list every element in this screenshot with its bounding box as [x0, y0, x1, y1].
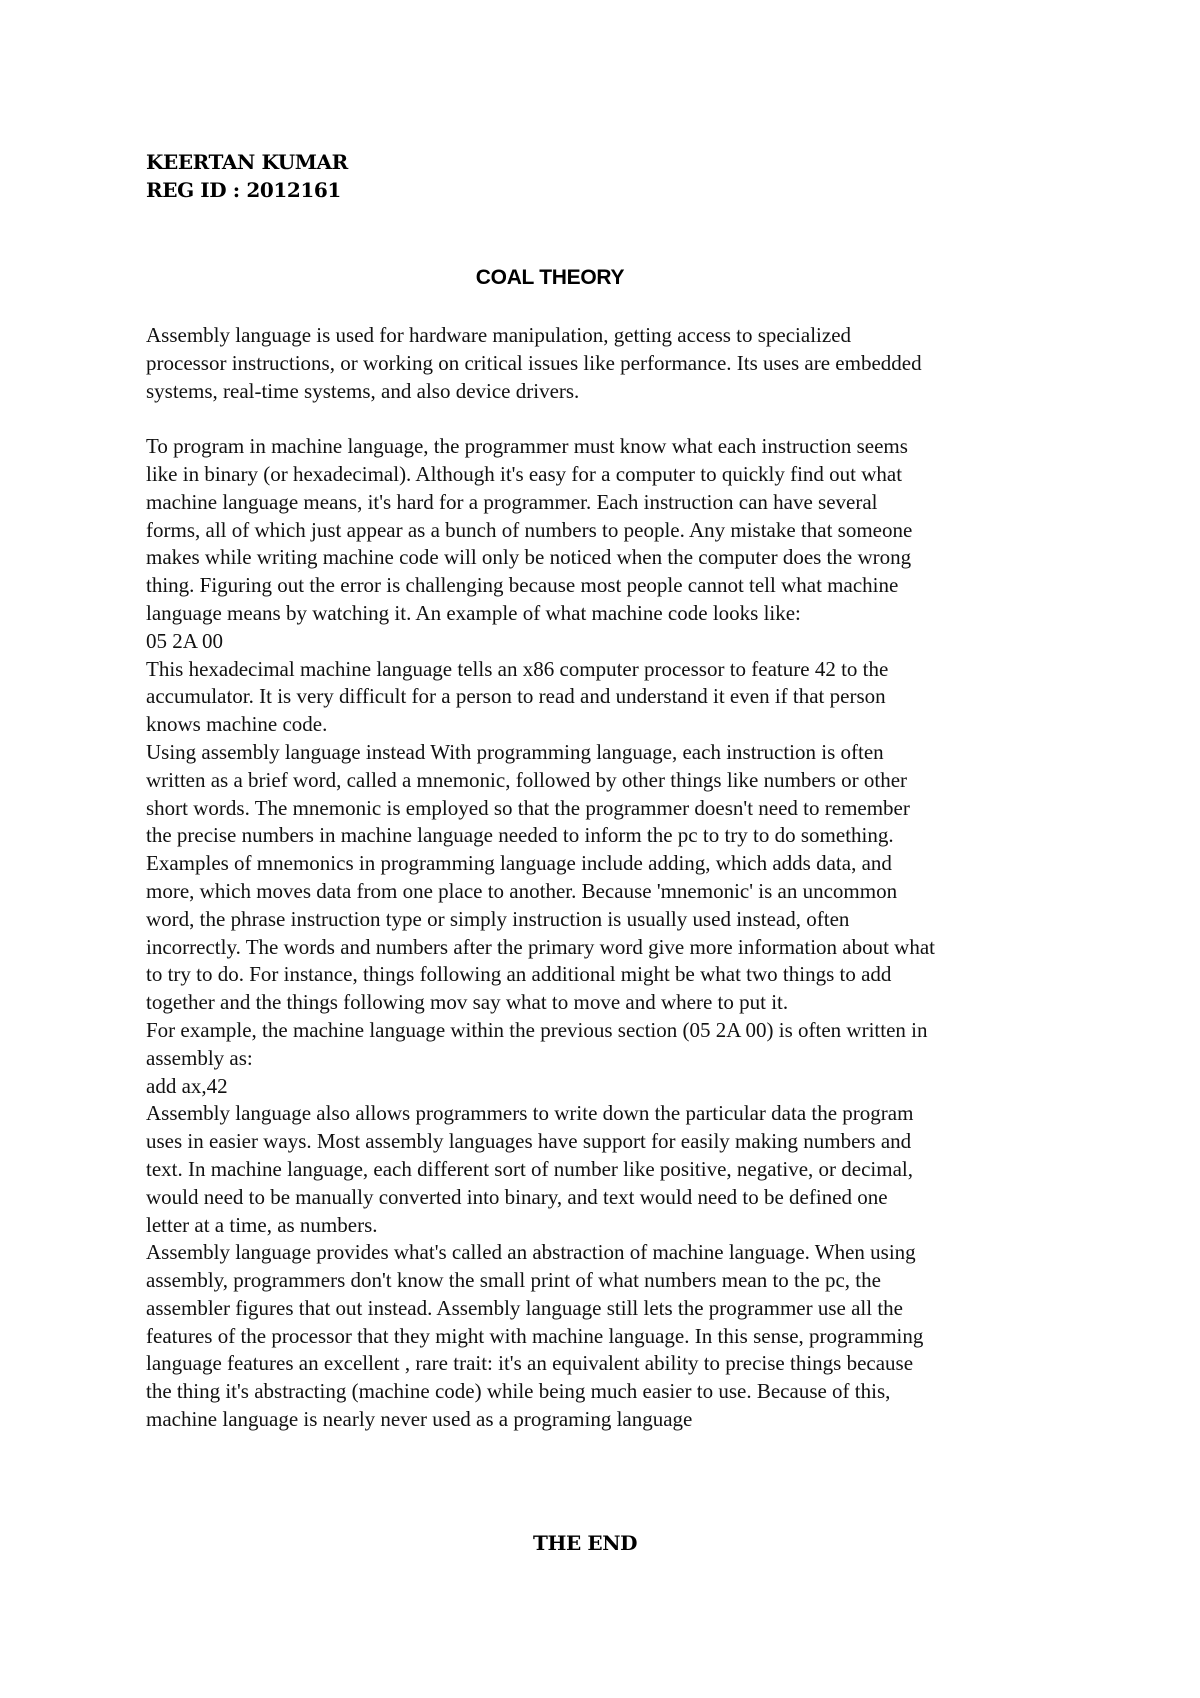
body-line: Assembly language also allows programmers to write down the particular data the program: [146, 1101, 914, 1126]
author-name: KEERTAN KUMAR: [146, 150, 348, 174]
body-line: the precise numbers in machine language needed to inform the pc to try to do something.: [146, 823, 894, 848]
body-line: uses in easier ways. Most assembly languages have support for easily making numbers and: [146, 1129, 912, 1154]
body-line: Assembly language provides what's called an abstraction of machine language. When using: [146, 1240, 916, 1265]
body-line: language features an excellent , rare trait: it's an equivalent ability to precise things because: [146, 1351, 914, 1376]
body-line: To program in machine language, the programmer must know what each instruction seems: [146, 434, 908, 459]
body-line: more, which moves data from one place to another. Because 'mnemonic' is an uncommon: [146, 878, 898, 903]
body-line: incorrectly. The words and numbers after the primary word give more information about what: [146, 934, 936, 959]
end-marker: THE END: [532, 1531, 638, 1555]
body-line: forms, all of which just appear as a bunch of numbers to people. Any mistake that someone: [146, 517, 913, 542]
body-line: the thing it's abstracting (machine code) while being much easier to use. Because of this,: [146, 1379, 891, 1404]
body-line: add ax,42: [146, 1073, 228, 1098]
body-line: written as a brief word, called a mnemonic, followed by other things like numbers or other: [146, 767, 908, 792]
body-line: assembler figures that out instead. Assembly language still lets the programmer use all the: [146, 1295, 903, 1320]
author-block: [146, 148, 348, 204]
body-line: language means by watching it. An example of what machine code looks like:: [146, 600, 801, 625]
body-line: processor instructions, or working on critical issues like performance. Its uses are embedded: [146, 350, 922, 375]
body-line: thing. Figuring out the error is challenging because most people cannot tell what machine: [146, 573, 899, 598]
body-line: accumulator. It is very difficult for a person to read and understand it even if that person: [146, 684, 886, 709]
body-line: This hexadecimal machine language tells an x86 computer processor to feature 42 to the: [146, 656, 889, 681]
body-line: letter at a time, as numbers.: [146, 1212, 378, 1237]
document-title: COAL THEORY: [475, 266, 625, 289]
body-line: short words. The mnemonic is employed so that the programmer doesn't need to remember: [146, 795, 910, 820]
body-line: machine language is nearly never used as a programing language: [146, 1407, 693, 1432]
body-line: For example, the machine language within the previous section (05 2A 00) is often written in: [146, 1017, 928, 1042]
body-line: together and the things following mov say what to move and where to put it.: [146, 990, 789, 1015]
body-line: Examples of mnemonics in programming language include adding, which adds data, and: [146, 851, 892, 876]
reg-id: REG ID : 2012161: [146, 178, 341, 202]
document-body: [146, 322, 1076, 1434]
body-line: Assembly language is used for hardware manipulation, getting access to specialized: [146, 323, 852, 347]
body-line: Using assembly language instead With programming language, each instruction is often: [146, 739, 884, 764]
body-line: text. In machine language, each different sort of number like positive, negative, or decimal,: [146, 1156, 914, 1181]
body-line: like in binary (or hexadecimal). Although it's easy for a computer to quickly find out what: [146, 461, 903, 486]
body-line: knows machine code.: [146, 712, 328, 737]
body-line: makes while writing machine code will only be noticed when the computer does the wrong: [146, 545, 912, 570]
body-line: would need to be manually converted into binary, and text would need to be defined one: [146, 1184, 888, 1209]
body-line: 05 2A 00: [146, 628, 224, 653]
body-line: systems, real-time systems, and also device drivers.: [146, 378, 580, 403]
body-line: machine language means, it's hard for a programmer. Each instruction can have several: [146, 489, 878, 514]
body-line: features of the processor that they might with machine language. In this sense, programming: [146, 1323, 924, 1348]
body-line: word, the phrase instruction type or simply instruction is usually used instead, often: [146, 906, 850, 931]
body-line: assembly, programmers don't know the small print of what numbers mean to the pc, the: [146, 1268, 881, 1293]
body-line: to try to do. For instance, things following an additional might be what two things to add: [146, 962, 892, 987]
body-line: assembly as:: [146, 1045, 253, 1070]
paragraph-gap: [146, 405, 1076, 433]
